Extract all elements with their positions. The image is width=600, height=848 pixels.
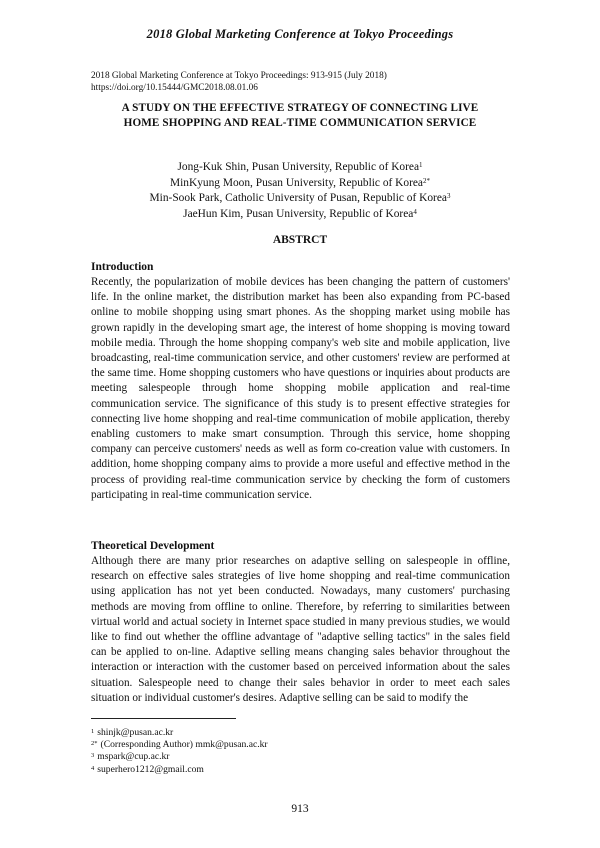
section-heading-introduction: Introduction <box>91 261 154 273</box>
footnote-marker: 3 <box>446 192 451 200</box>
author-affiliation: Jong-Kuk Shin, Pusan University, Republic of Korea <box>177 161 420 173</box>
footnote-item <box>91 739 511 751</box>
footnote-marker: 4 <box>91 764 95 772</box>
title-line: HOME SHOPPING AND REAL-TIME COMMUNICATION SERVICE <box>123 117 477 129</box>
footnote-list <box>91 727 511 776</box>
abstract-heading: ABSTRCT <box>272 234 328 246</box>
author-line <box>80 176 520 192</box>
author-affiliation: Min-Sook Park, Catholic University of Pusan, Republic of Korea <box>149 192 447 204</box>
author-affiliation: MinKyung Moon, Pusan University, Republic of Korea <box>170 176 423 189</box>
citation-line: 2018 Global Marketing Conference at Tokyo Proceedings: 913-915 (July 2018) <box>91 71 387 81</box>
footnote-marker: 1 <box>419 161 423 169</box>
author-affiliation: JaeHun Kim, Pusan University, Republic of Korea <box>183 207 414 220</box>
footnote-divider <box>91 718 236 719</box>
page-number: 913 <box>291 803 309 815</box>
footnote-marker: 2* <box>91 740 98 748</box>
footnote-item <box>91 727 511 739</box>
footnote-marker: 2* <box>423 176 430 185</box>
footnote-email[interactable]: superhero1212@gmail.com <box>97 763 204 775</box>
author-list <box>80 160 520 222</box>
footnote-marker: 4 <box>413 207 417 216</box>
citation-block <box>91 70 511 94</box>
footnote-email[interactable]: mspark@cup.ac.kr <box>97 751 170 763</box>
section-body-introduction: Recently, the popularization of mobile devices has been changing the pattern of customers' life. In the online market, the distribution market has been also expanding from PC-based online to mobile shopping using smart phones. As the shopping market using mobile has grown rapidly in the developing smart age, the interest of home shopping is moving toward mobile media. Through the home shopping company's web site and mobile application, live broadcasting, real-time communication service, and other customers' review are performed at the same time. Home shopping customers who have questions or inquiries about products are meeting salespeople through home shopping mobile application and real-time communication service. The significance of this study is to present effective strategies for connecting live home shopping and real-time communication of mobile application, thereby enabling customers to make smart consumption. Through this service, home shopping company can perceive customers' needs as well as form co-creation value with customers. In addition, home shopping company aims to provide a more useful and effective method in the process of providing real-time communication service by checking the form of customers participating in real-time communication service. <box>91 276 510 501</box>
footnote-email[interactable]: shinjk@pusan.ac.kr <box>97 727 174 738</box>
footnote-item <box>91 751 511 763</box>
section-heading-theoretical-development: Theoretical Development <box>91 540 215 552</box>
doi-link[interactable]: https://doi.org/10.15444/GMC2018.08.01.06 <box>91 83 258 93</box>
title-line: A STUDY ON THE EFFECTIVE STRATEGY OF CONNECTING LIVE <box>121 102 479 114</box>
running-head: 2018 Global Marketing Conference at Tokyo Proceedings <box>146 27 454 41</box>
paper-title <box>80 101 520 131</box>
author-line <box>80 207 520 223</box>
footnote-email[interactable]: (Corresponding Author) mmk@pusan.ac.kr <box>100 739 268 751</box>
author-line <box>80 191 520 207</box>
section-body-theoretical-development: Although there are many prior researches on adaptive selling on salespeople in offline, research on effective sales strategies of live home shopping and real-time communication using application has not yet been conducted. Nowadays, many customers' purchasing methods are moving from offline to online. Therefore, by referring to similarities between virtual world and actual society in Internet space studied in many previous studies, we would like to find out whether the offline advantage of "adaptive selling tactics" in the sales field can be applied to on-line. Adaptive selling means changing sales behavior throughout the interaction or interaction with the customer based on perceived information about the sales situation. Salespeople need to change their sales behavior in order to meet each sales situation or individual customer's desires. Adaptive selling can be said to modify the <box>91 555 510 704</box>
author-line <box>80 160 520 176</box>
footnote-marker: 3 <box>91 752 95 760</box>
footnote-marker: 1 <box>91 728 95 735</box>
footnote-item <box>91 764 511 776</box>
